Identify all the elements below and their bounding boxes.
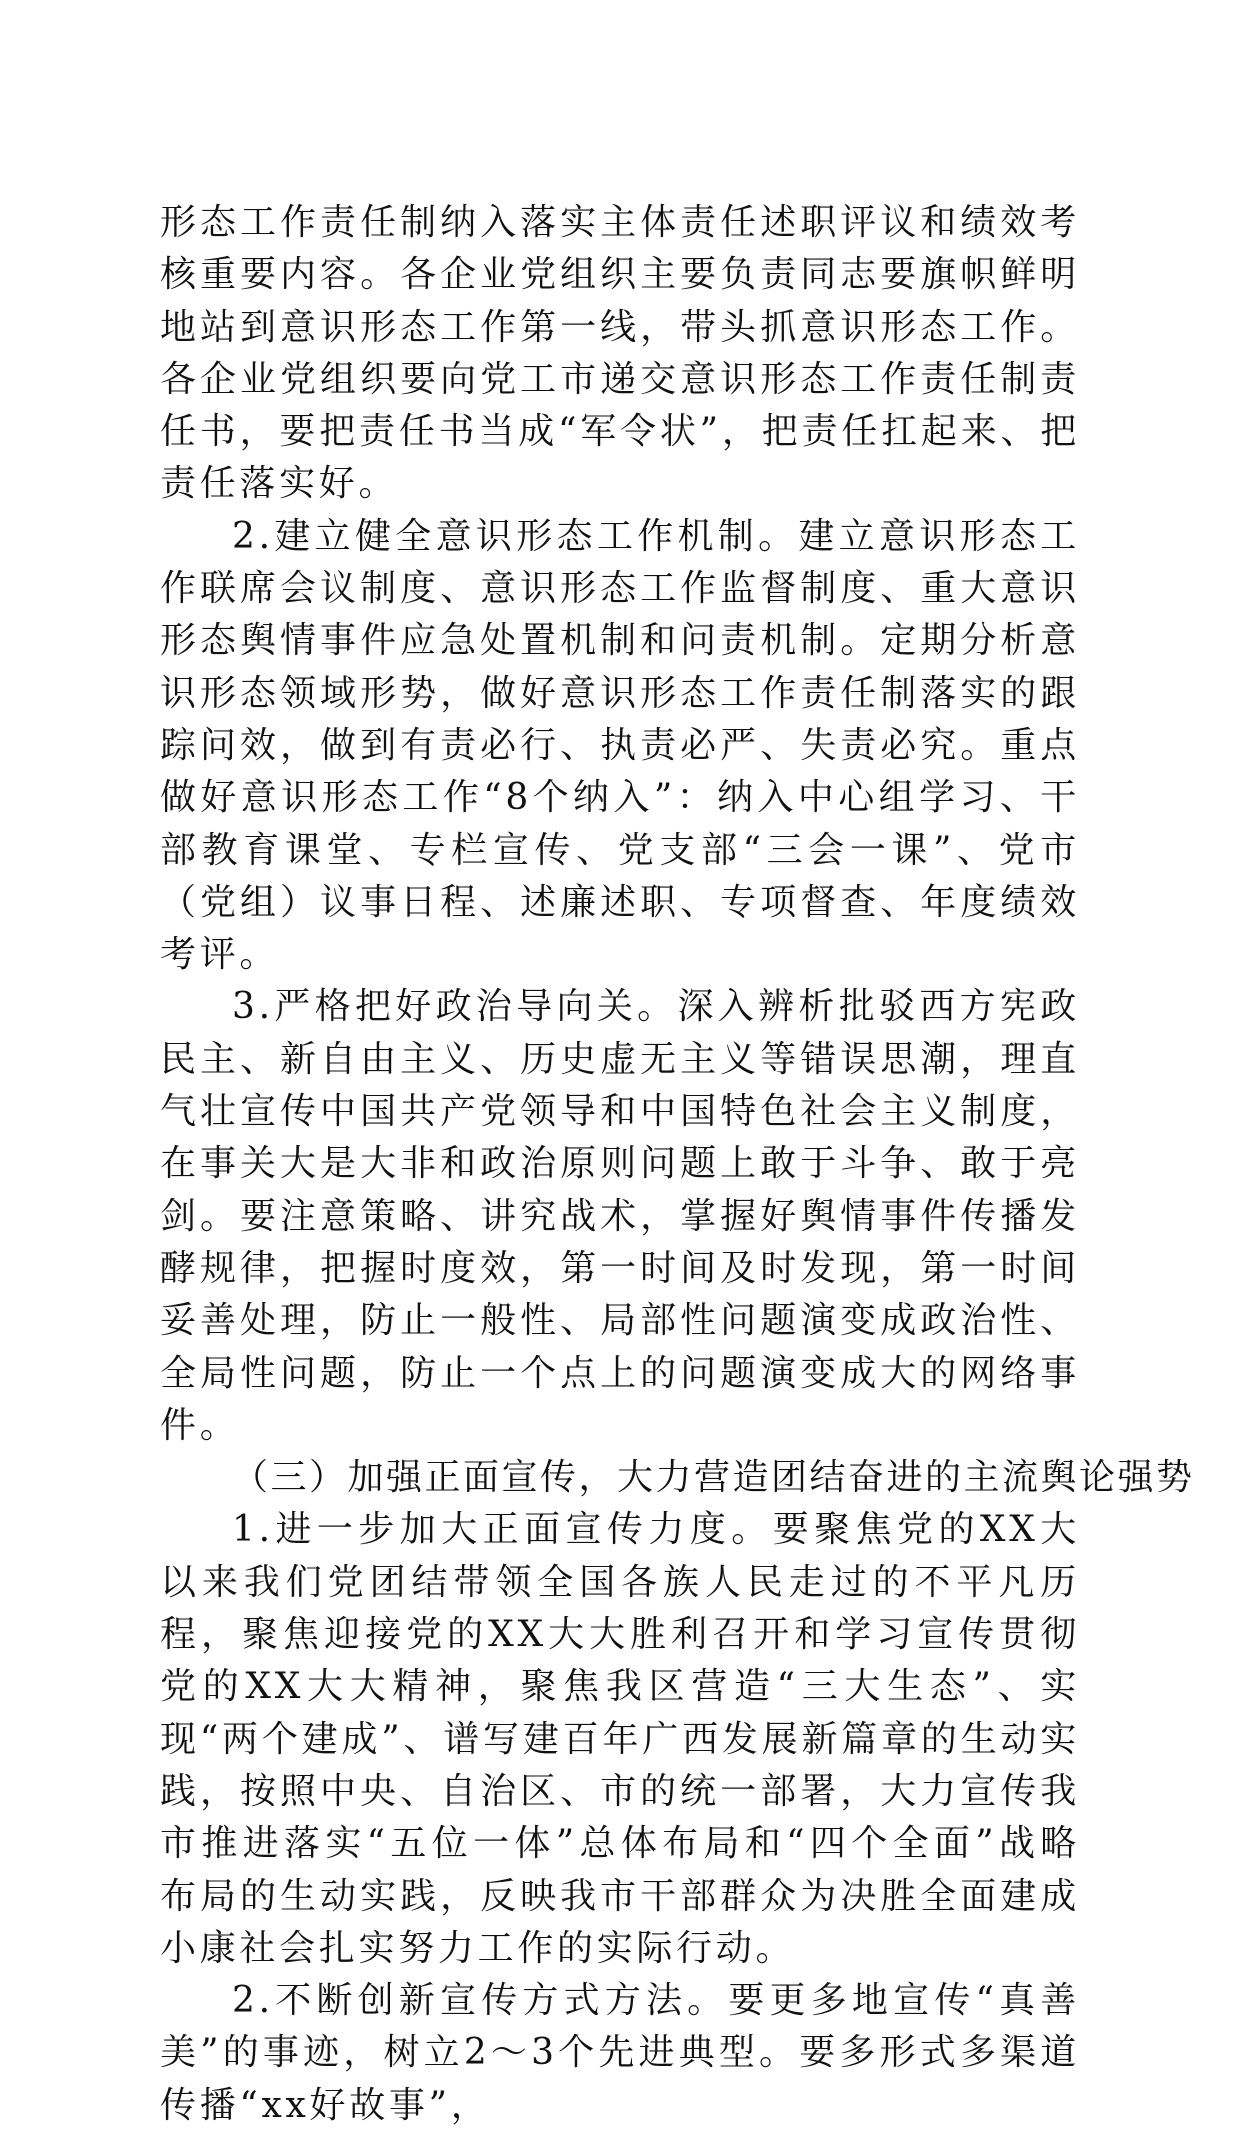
- paragraph-1-positive-publicity: 1.进一步加大正面宣传力度。要聚焦党的XX大以来我们党团结带领全国各族人民走过的不平凡历程，聚焦迎接党的XX大大胜利召开和学习宣传贯彻党的XX大大精神，聚焦我区营造“三大生态”、实现“两个建成”、谱写建百年广西发展新篇章的生动实践，按照中央、自治区、市的统一部署，大力宣传我市推进落实“五位一体”总体布局和“四个全面”战略布局的生动实践，反映我市干部群众为决胜全面建成小康社会扎实努力工作的实际行动。: [160, 1509, 1080, 1969]
- paragraph-2-ideology-mechanism: 2.建立健全意识形态工作机制。建立意识形态工作联席会议制度、意识形态工作监督制度、重大意识形态舆情事件应急处置机制和问责机制。定期分析意识形态领域形势，做好意识形态工作责任制落实的跟踪问效，做到有责必行、执责必严、失责必究。重点做好意识形态工作“8个纳入”：纳入中心组学习、干部教育课堂、专栏宣传、党支部“三会一课”、党市（党组）议事日程、述廉述职、专项督查、年度绩效考评。: [160, 515, 1080, 976]
- section-heading-3: （三）加强正面宣传，大力营造团结奋进的主流舆论强势: [232, 1457, 1195, 1499]
- document-body: [160, 197, 1195, 2132]
- paragraph-2-innovation: 2.不断创新宣传方式方法。要更多地宣传“真善美”的事迹，树立2～3个先进典型。要多形式多渠道传播“xx好故事”，: [160, 1980, 1080, 2126]
- paragraph-3-political-guidance: 3.严格把好政治导向关。深入辨析批驳西方宪政民主、新自由主义、历史虚无主义等错误思潮，理直气壮宣传中国共产党领导和中国特色社会主义制度，在事关大是大非和政治原则问题上敢于斗争、敢于亮剑。要注意策略、讲究战术，掌握好舆情事件传播发酵规律，把握时度效，第一时间及时发现，第一时间妥善处理，防止一般性、局部性问题演变成政治性、全局性问题，防止一个点上的问题演变成大的网络事件。: [160, 986, 1080, 1446]
- paragraph-continuation: 形态工作责任制纳入落实主体责任述职评议和绩效考核重要内容。各企业党组织主要负责同志要旗帜鲜明地站到意识形态工作第一线，带头抓意识形态工作。各企业党组织要向党工市递交意识形态工作责任制责任书，要把责任书当成“军令状”，把责任扛起来、把责任落实好。: [160, 202, 1080, 505]
